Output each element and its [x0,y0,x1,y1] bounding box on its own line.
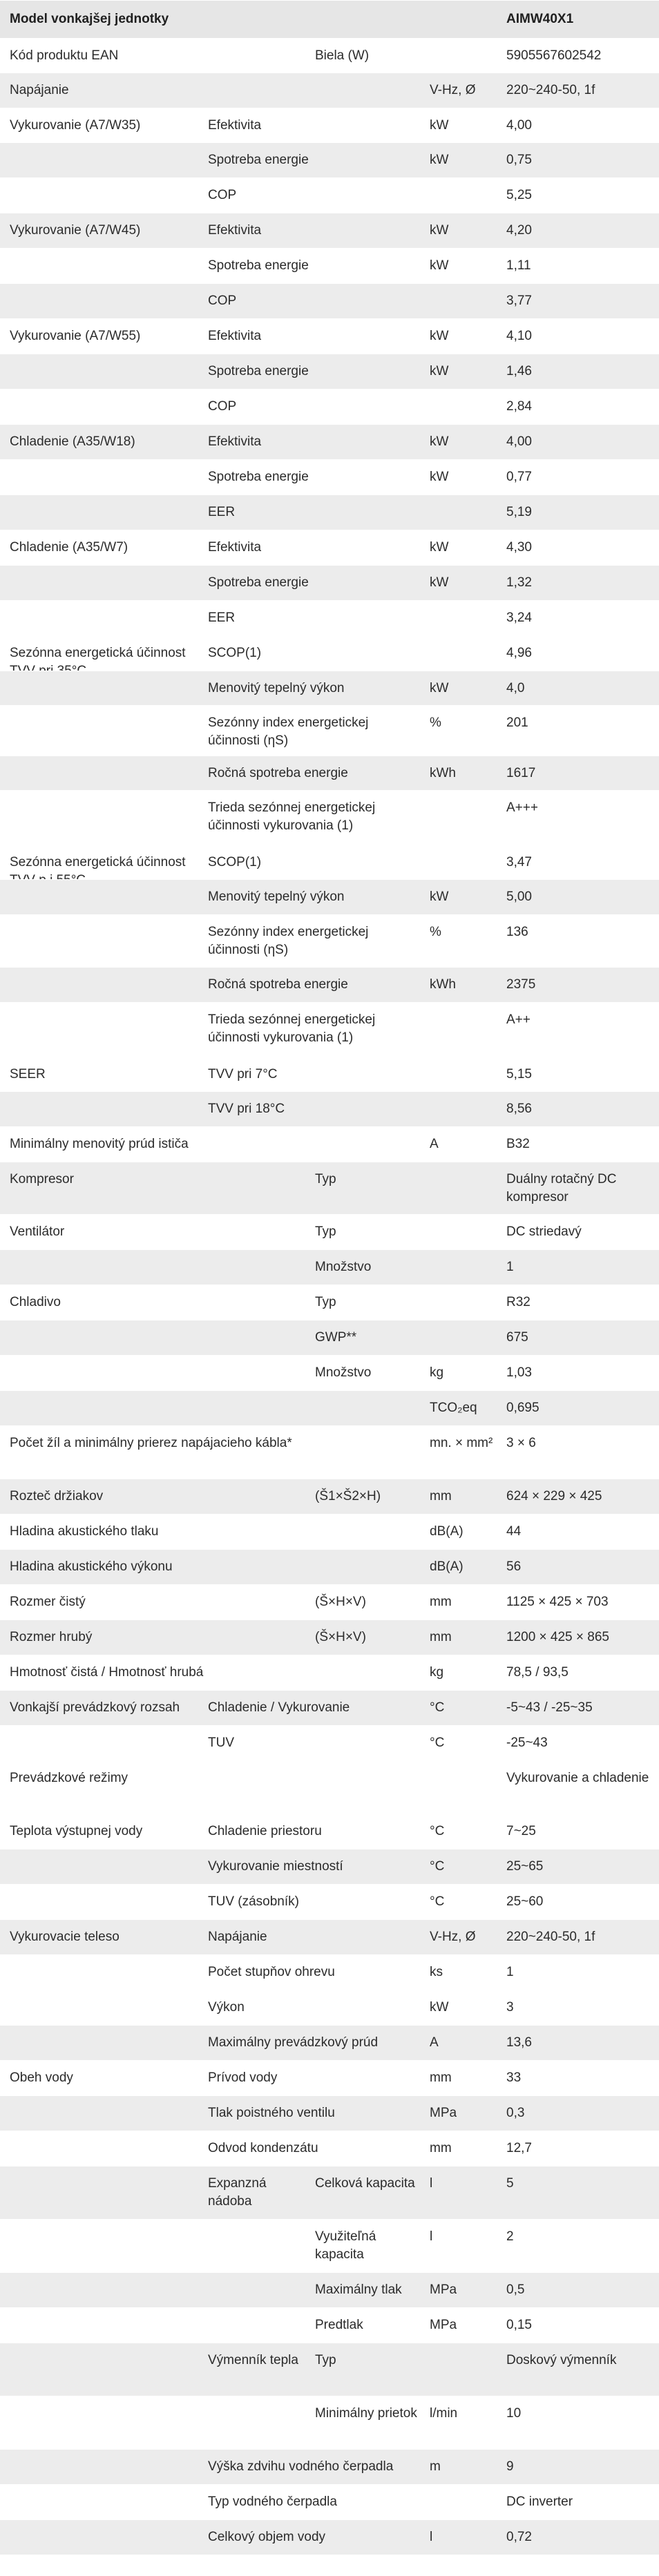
cell-c2: Výkon [208,2000,245,2015]
cell-c5: 0,75 [506,153,532,167]
table-row [0,142,659,177]
cell-c1: Počet žíl a minimálny prierez napájacieho kábla* [10,1436,292,1450]
cell-c2: Efektivita [208,223,262,238]
cell-c1: Chladenie (A35/W7) [10,540,128,555]
cell-c2: COP [208,399,237,414]
cell-c5: 3,24 [506,611,532,625]
cell-c5: 1,03 [506,1365,532,1380]
cell-c2: Sezónny index energetickej účinnosti (ηS) [208,715,369,748]
cell-c4: kW [430,2000,449,2015]
cell-c5: 4,0 [506,681,525,695]
cell-c5: A++ [506,1012,531,1027]
cell-c4: MPa [430,2106,457,2120]
cell-c2: Trieda sezónnej energetickej účinnosti vykurovania (1) [208,800,376,833]
cell-c5: B32 [506,1137,530,1151]
cell-c4: kW [430,540,449,555]
cell-c1: Vykurovanie (A7/W55) [10,329,141,343]
cell-c4: ks [430,1965,443,1979]
cell-c4: kg [430,1665,444,1680]
cell-c2: Typ vodného čerpadla [208,2495,337,2509]
table-row [0,424,659,459]
cell-c3: Typ [315,2353,336,2367]
cell-c5: 0,15 [506,2318,532,2332]
cell-c1: Hmotnosť čistá / Hmotnosť hrubá [10,1665,204,1680]
table-row [0,1725,659,1760]
cell-c4: % [430,715,441,730]
cell-c2: Spotreba energie [208,364,309,378]
table-row [0,671,659,705]
cell-c5: 2375 [506,977,536,992]
cell-c2: Výmenník tepla [208,2353,298,2367]
cell-c5: 1,11 [506,258,531,273]
cell-c4: mm [430,1595,452,1609]
cell-c1: Rozmer čistý [10,1595,86,1609]
cell-c4: °C [430,1859,445,1874]
cell-c5: DC inverter [506,2495,573,2509]
table-row [0,1584,659,1619]
table-row [0,914,659,967]
table-row [0,565,659,600]
cell-c3: Množstvo [315,1260,372,1274]
table-row [0,1249,659,1285]
cell-c2: Ročná spotreba energie [208,766,348,780]
cell-c5: Doskový výmenník [506,2353,617,2367]
header-label: Model vonkajšej jednotky [10,12,169,26]
table-row [0,2519,659,2555]
cell-c5: 3 × 6 [506,1436,536,1450]
cell-c3: Typ [315,1172,336,1186]
table-row [0,2484,659,2519]
cell-c2: Efektivita [208,329,262,343]
cell-c5: 78,5 / 93,5 [506,1665,569,1680]
table-row [0,2307,659,2343]
cell-c5: Duálny rotačný DC kompresor [506,1172,617,1204]
table-row [0,2131,659,2166]
cell-c5: 2 [506,2229,514,2244]
cell-c2: Tlak poistného ventilu [208,2106,335,2120]
table-row [0,879,659,914]
table-row [0,73,659,108]
table-row [0,1549,659,1584]
table-row [0,2219,659,2272]
cell-c4: A [430,1137,439,1151]
cell-c2: Chladenie priestoru [208,1824,322,1838]
cell-c4: l [430,2176,433,2191]
cell-c2: Počet stupňov ohrevu [208,1965,335,1979]
table-row [0,1057,659,1091]
cell-c1: Sezónna energetická účinnost [10,855,186,869]
cell-c4: kW [430,223,449,238]
cell-c4: mm [430,1630,452,1644]
cell-c4: mn. × mm² [430,1436,493,1450]
cell-c5: 5905567602542 [506,48,602,63]
cell-c4: mm [430,1489,452,1503]
cell-c2: Celkový objem vody [208,2530,326,2544]
cell-c2: Spotreba energie [208,258,309,273]
cell-c3: Celková kapacita [315,2176,415,2191]
cell-c1: Napájanie [10,83,69,97]
table-row [0,1320,659,1355]
cell-c2: Trieda sezónnej energetickej účinnosti vykurovania (1) [208,1012,376,1045]
table-row [0,635,659,671]
cell-c2: Spotreba energie [208,153,309,167]
cell-c4: mm [430,2070,452,2085]
table-row [0,177,659,213]
cell-c5: 3,47 [506,855,532,869]
cell-c5: 56 [506,1559,522,1574]
cell-c5: 624 × 229 × 425 [506,1489,602,1503]
cell-c4: kW [430,329,449,343]
cell-c4: l [430,2229,433,2244]
cell-c2: TUV [208,1736,234,1750]
cell-c5: R32 [506,1295,531,1309]
cell-c3: (Š1×Š2×H) [315,1489,381,1503]
cell-c1: Vonkajší prevádzkový rozsah [10,1700,180,1715]
cell-c5: 5 [506,2176,514,2191]
cell-c1: Vykurovacie teleso [10,1930,120,1944]
cell-c2: TUV (zásobník) [208,1894,299,1909]
table-row [0,2343,659,2396]
table-row [0,494,659,530]
cell-c1: Prevádzkové režimy [10,1771,128,1785]
table-row [0,283,659,318]
table-row [0,459,659,494]
table-row [0,213,659,248]
cell-c5: 8,56 [506,1102,532,1116]
cell-c2: Menovitý tepelný výkon [208,890,345,904]
cell-c5: 0,695 [506,1401,539,1415]
cell-c4: kW [430,470,449,484]
cell-c5: 3,77 [506,294,532,308]
table-row [0,1814,659,1849]
cell-c1: Hladina akustického výkonu [10,1559,173,1574]
cell-c5: 136 [506,925,528,939]
table-row [0,1214,659,1249]
table-row [0,2060,659,2095]
cell-c3: Minimálny prietok [315,2406,417,2421]
cell-c1: Rozmer hrubý [10,1630,93,1644]
table-row [0,1619,659,1655]
cell-c3: Maximálny tlak [315,2282,402,2297]
cell-c2: EER [208,505,236,519]
cell-c5: 1,32 [506,575,532,590]
cell-c5: 5,25 [506,188,532,202]
cell-c4: kW [430,575,449,590]
cell-c4: kW [430,258,449,273]
table-row [0,2272,659,2307]
cell-c3: (Š×H×V) [315,1630,366,1644]
table-row [0,1990,659,2025]
cell-c5: 4,10 [506,329,532,343]
cell-c3: GWP** [315,1330,357,1345]
cell-c3: Predtlak [315,2318,363,2332]
cell-c2: COP [208,188,237,202]
cell-c1: Vykurovanie (A7/W35) [10,118,141,133]
cell-c4: kg [430,1365,444,1380]
cell-c5: 4,20 [506,223,532,238]
cell-c5: 5,19 [506,505,532,519]
table-row [0,1919,659,1954]
cell-c5: 0,77 [506,470,532,484]
cell-c2: Spotreba energie [208,575,309,590]
cell-c4: V-Hz, Ø [430,83,476,97]
cell-c3: (Š×H×V) [315,1595,366,1609]
cell-c5: 1617 [506,766,536,780]
cell-c5: 25~60 [506,1894,544,1909]
cell-c1: Sezónna energetická účinnost [10,646,186,660]
cell-c5: 0,72 [506,2530,532,2544]
cell-c4: MPa [430,2318,457,2332]
cell-c4: kW [430,890,449,904]
cell-c5: 44 [506,1524,522,1539]
table-row [0,389,659,424]
cell-c2: Efektivita [208,540,262,555]
cell-c5: 1 [506,1965,514,1979]
cell-c5: 675 [506,1330,528,1345]
cell-c2: Maximálny prevádzkový prúd [208,2035,379,2050]
cell-c1: Teplota výstupnej vody [10,1824,143,1838]
cell-c5: 4,30 [506,540,532,555]
table-row [0,530,659,565]
cell-c2: SCOP(1) [208,855,262,869]
cell-c4: kW [430,364,449,378]
cell-c5: 1200 × 425 × 865 [506,1630,609,1644]
cell-c4: mm [430,2141,452,2155]
cell-c2: Efektivita [208,434,262,449]
cell-c4: °C [430,1894,445,1909]
cell-c5: 220~240-50, 1f [506,83,595,97]
cell-c4: % [430,925,441,939]
table-row [0,790,659,845]
cell-c4: l/min [430,2406,458,2421]
cell-c2: Vykurovanie miestností [208,1859,343,1874]
table-row [0,705,659,756]
cell-c5: A+++ [506,800,538,815]
cell-c4: dB(A) [430,1559,464,1574]
table-row [0,1760,659,1814]
table-row [0,1849,659,1884]
cell-c5: 3 [506,2000,514,2015]
cell-c4: TCO₂eq [430,1401,477,1415]
table-row [0,967,659,1002]
cell-c2: COP [208,294,237,308]
cell-c4: kW [430,681,449,695]
cell-c1: Vykurovanie (A7/W45) [10,223,141,238]
table-row [0,1655,659,1690]
table-row [0,1355,659,1390]
cell-c5: 7~25 [506,1824,536,1838]
cell-c5: 1,46 [506,364,532,378]
table-row [0,1126,659,1162]
cell-c2: Napájanie [208,1930,267,1944]
cell-c1: Chladivo [10,1295,61,1309]
cell-c5: 0,3 [506,2106,525,2120]
cell-c2: Expanzná nádoba [208,2176,267,2209]
cell-c4: °C [430,1736,445,1750]
cell-c4: kWh [430,977,456,992]
cell-c3: Biela (W) [315,48,370,63]
table-row [0,1002,659,1057]
cell-c4: kWh [430,766,456,780]
cell-c5: 4,96 [506,646,532,660]
cell-c4: dB(A) [430,1524,464,1539]
cell-c4: l [430,2530,433,2544]
cell-c5: -25~43 [506,1736,548,1750]
table-row [0,2449,659,2484]
cell-c1: Kód produktu EAN [10,48,119,63]
cell-c5: 5,15 [506,1067,532,1082]
cell-c2: Spotreba energie [208,470,309,484]
cell-c4: V-Hz, Ø [430,1930,476,1944]
cell-c4: kW [430,118,449,133]
cell-c5: DC striedavý [506,1224,582,1239]
cell-c2: TVV pri 7°C [208,1067,278,1082]
header-model: AIMW40X1 [506,12,574,26]
cell-c5: 10 [506,2406,522,2421]
cell-c5: 220~240-50, 1f [506,1930,595,1944]
cell-c2: TVV pri 18°C [208,1102,285,1116]
cell-c4: m [430,2459,441,2474]
table-row [0,756,659,790]
cell-c5: 201 [506,715,528,730]
cell-c3: Typ [315,1295,336,1309]
table-row [0,248,659,283]
cell-c2: EER [208,611,236,625]
cell-c2: Efektivita [208,118,262,133]
cell-c5: 0,5 [506,2282,525,2297]
cell-c4: kW [430,153,449,167]
cell-c2: Sezónny index energetickej účinnosti (ηS) [208,925,369,957]
cell-c5: -5~43 / -25~35 [506,1700,593,1715]
cell-c4: A [430,2035,439,2050]
cell-c2: Ročná spotreba energie [208,977,348,992]
table-row [0,108,659,142]
table-row [0,1479,659,1514]
cell-c5: 13,6 [506,2035,532,2050]
cell-c3: Využiteľná kapacita [315,2229,376,2262]
cell-c1: Hladina akustického tlaku [10,1524,159,1539]
cell-c5: 1 [506,1260,514,1274]
cell-c5: Vykurovanie a chladenie [506,1771,649,1785]
table-row [0,1285,659,1320]
cell-c5: 4,00 [506,118,532,133]
cell-c2: Menovitý tepelný výkon [208,681,345,695]
cell-c2: Chladenie / Vykurovanie [208,1700,350,1715]
table-row [0,1425,659,1479]
table-row [0,845,659,879]
cell-c5: 9 [506,2459,514,2474]
table-header [0,0,659,38]
cell-c3: Typ [315,1224,336,1239]
cell-c4: MPa [430,2282,457,2297]
table-row [0,600,659,635]
table-row [0,1954,659,1990]
table-row [0,1690,659,1725]
cell-c1: Rozteč držiakov [10,1489,104,1503]
cell-c4: °C [430,1824,445,1838]
table-row [0,1390,659,1425]
table-row [0,1162,659,1214]
cell-c1: Ventilátor [10,1224,65,1239]
cell-c1: Minimálny menovitý prúd ističa [10,1137,189,1151]
table-row [0,2095,659,2131]
table-row [0,1514,659,1549]
cell-c5: 25~65 [506,1859,544,1874]
cell-c1: SEER [10,1067,46,1082]
cell-c1: Chladenie (A35/W18) [10,434,135,449]
table-row [0,38,659,73]
table-row [0,2166,659,2219]
table-row [0,2396,659,2449]
cell-c5: 1125 × 425 × 703 [506,1595,609,1609]
table-row [0,318,659,354]
cell-c4: °C [430,1700,445,1715]
cell-c1: Obeh vody [10,2070,73,2085]
cell-c4: kW [430,434,449,449]
cell-c5: 4,00 [506,434,532,449]
cell-c5: 33 [506,2070,522,2085]
cell-c1: Kompresor [10,1172,74,1186]
cell-c5: 12,7 [506,2141,532,2155]
table-row [0,354,659,389]
table-row [0,1091,659,1126]
table-row [0,1884,659,1919]
cell-c5: 2,84 [506,399,532,414]
table-row [0,2025,659,2060]
cell-c2: Výška zdvihu vodného čerpadla [208,2459,394,2474]
cell-c2: SCOP(1) [208,646,262,660]
cell-c2: Odvod kondenzátu [208,2141,318,2155]
cell-c2: Prívod vody [208,2070,278,2085]
cell-c5: 5,00 [506,890,532,904]
cell-c3: Množstvo [315,1365,372,1380]
